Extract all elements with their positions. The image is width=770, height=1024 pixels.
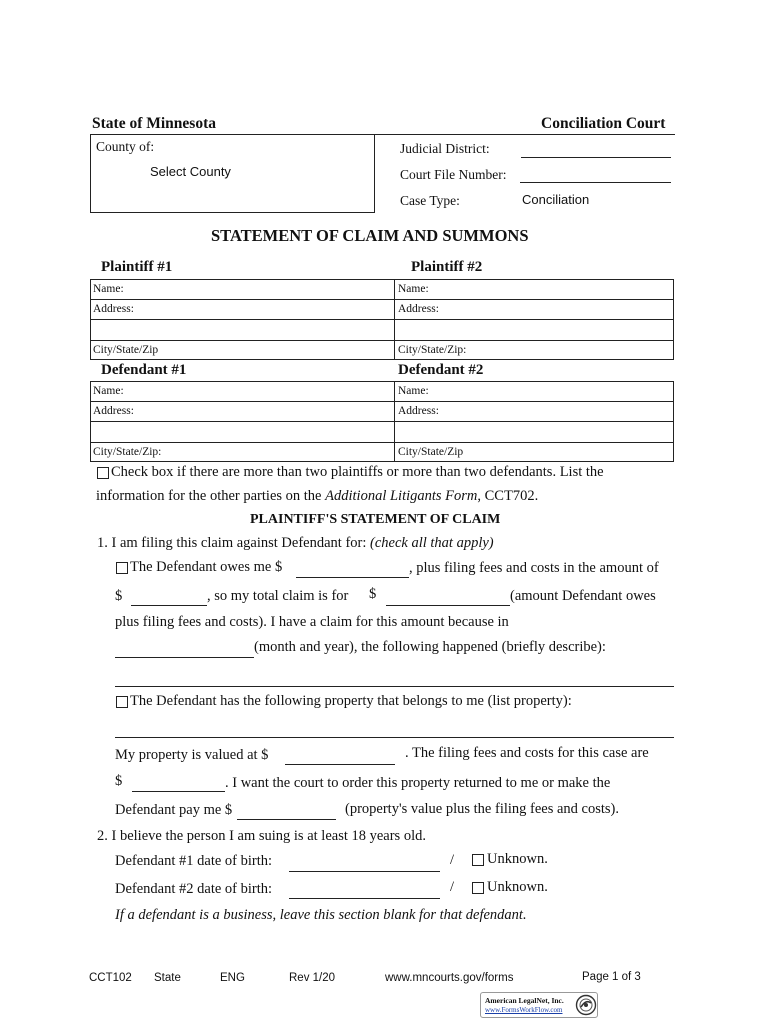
plaintiff1-heading: Plaintiff #1 bbox=[101, 259, 173, 275]
county-label: County of: bbox=[96, 139, 155, 154]
plus-fees-costs-text: plus filing fees and costs). I have a claim for this amount because in bbox=[115, 614, 509, 630]
case-type-label: Case Type: bbox=[400, 193, 460, 208]
divider bbox=[90, 299, 674, 300]
valued-at-text: My property is valued at $ bbox=[115, 747, 269, 763]
filing-fees-case-text: . The filing fees and costs for this case are bbox=[405, 745, 649, 761]
more-parties-checkbox[interactable] bbox=[97, 467, 109, 479]
want-court-text: . I want the court to order this property returned to me or make the bbox=[225, 775, 611, 791]
footer-lang: ENG bbox=[220, 972, 245, 984]
month-year-text: (month and year), the following happened (briefly describe): bbox=[254, 639, 606, 655]
plaintiff1-address[interactable]: Address: bbox=[93, 303, 134, 315]
judicial-district-field[interactable] bbox=[521, 157, 671, 158]
item1 bbox=[97, 535, 494, 552]
property-label: The Defendant has the following property that belongs to me (list property): bbox=[130, 693, 572, 709]
item1-hint: (check all that apply) bbox=[370, 535, 494, 551]
more-parties-line2 bbox=[96, 488, 538, 505]
property-value-text: (property's value plus the filing fees and costs). bbox=[345, 801, 620, 817]
court-file-label: Court File Number: bbox=[400, 167, 507, 182]
owes-label: The Defendant owes me $ bbox=[130, 559, 283, 575]
page-title: STATEMENT OF CLAIM AND SUMMONS bbox=[211, 226, 529, 245]
business-note: If a defendant is a business, leave this section blank for that defendant. bbox=[115, 907, 527, 923]
defendant2-heading: Defendant #2 bbox=[398, 362, 484, 378]
dob2-unknown-label: Unknown. bbox=[487, 879, 548, 895]
footer-page: Page 1 of 3 bbox=[582, 971, 641, 983]
court-file-field[interactable] bbox=[520, 182, 671, 183]
divider bbox=[90, 340, 674, 341]
fees-amount-field[interactable] bbox=[131, 605, 207, 606]
dob1-field[interactable] bbox=[289, 871, 440, 872]
claim-heading: PLAINTIFF'S STATEMENT OF CLAIM bbox=[250, 512, 501, 527]
dollar-sign-1: $ bbox=[115, 588, 123, 604]
dollar-sign-3: $ bbox=[115, 773, 123, 789]
dob2-field[interactable] bbox=[289, 898, 440, 899]
plaintiff2-name[interactable]: Name: bbox=[398, 283, 429, 295]
property-list-field[interactable] bbox=[115, 737, 674, 738]
pay-me-text: Defendant pay me $ bbox=[115, 802, 233, 818]
defendant1-city[interactable]: City/State/Zip: bbox=[93, 446, 162, 458]
plaintiff2-city[interactable]: City/State/Zip: bbox=[398, 344, 467, 356]
plus-fees-text: , plus filing fees and costs in the amount of bbox=[409, 560, 659, 576]
state-heading: State of Minnesota bbox=[92, 115, 216, 132]
dob2-label: Defendant #2 date of birth: bbox=[115, 881, 273, 897]
more-parties-line1: Check box if there are more than two plaintiffs or more than two defendants. List the bbox=[111, 464, 604, 480]
divider bbox=[90, 401, 674, 402]
defendant1-heading: Defendant #1 bbox=[101, 362, 187, 378]
property-value-field[interactable] bbox=[285, 764, 395, 765]
owes-checkbox[interactable] bbox=[116, 562, 128, 574]
publisher-url[interactable]: www.FormsWorkFlow.com bbox=[485, 1006, 563, 1014]
filing-fees-field[interactable] bbox=[132, 791, 225, 792]
dob1-unknown-checkbox[interactable] bbox=[472, 854, 484, 866]
court-heading: Conciliation Court bbox=[541, 115, 666, 132]
amount-owes-text: (amount Defendant owes bbox=[510, 588, 656, 604]
dob1-label: Defendant #1 date of birth: bbox=[115, 853, 273, 869]
property-checkbox[interactable] bbox=[116, 696, 128, 708]
additional-litigants-form: Additional Litigants Form bbox=[325, 488, 478, 504]
defendant1-name[interactable]: Name: bbox=[93, 385, 124, 397]
footer-rev: Rev 1/20 bbox=[289, 972, 336, 984]
owed-amount-field[interactable] bbox=[296, 577, 409, 578]
more-parties-line2-post: , CCT702. bbox=[477, 488, 539, 504]
divider bbox=[90, 421, 674, 422]
item1-text: 1. I am filing this claim against Defendant for: bbox=[97, 535, 371, 551]
case-type-value[interactable]: Conciliation bbox=[522, 192, 590, 207]
footer-state: State bbox=[154, 972, 181, 984]
defendant2-city[interactable]: City/State/Zip bbox=[398, 446, 464, 458]
dob2-unknown-checkbox[interactable] bbox=[472, 882, 484, 894]
item2: 2. I believe the person I am suing is at least 18 years old. bbox=[97, 828, 426, 844]
footer-url[interactable]: www.mncourts.gov/forms bbox=[385, 972, 514, 984]
describe-field[interactable] bbox=[115, 686, 674, 687]
defendant1-address[interactable]: Address: bbox=[93, 405, 134, 417]
plaintiff2-heading: Plaintiff #2 bbox=[411, 259, 483, 275]
plaintiff2-address[interactable]: Address: bbox=[398, 303, 439, 315]
footer-code: CCT102 bbox=[89, 972, 132, 984]
dob1-unknown-label: Unknown. bbox=[487, 851, 548, 867]
dob1-slash: / bbox=[450, 852, 455, 868]
county-select[interactable]: Select County bbox=[150, 164, 231, 179]
plaintiff1-city[interactable]: City/State/Zip bbox=[93, 344, 159, 356]
defendant2-address[interactable]: Address: bbox=[398, 405, 439, 417]
total-claim-field[interactable] bbox=[386, 605, 510, 606]
plaintiff1-name[interactable]: Name: bbox=[93, 283, 124, 295]
divider bbox=[90, 442, 674, 443]
more-parties-line2-pre: information for the other parties on the bbox=[96, 488, 326, 504]
publisher-logo-icon bbox=[575, 994, 597, 1016]
judicial-district-label: Judicial District: bbox=[400, 141, 490, 156]
defendant2-name[interactable]: Name: bbox=[398, 385, 429, 397]
pay-me-field[interactable] bbox=[237, 819, 336, 820]
publisher-badge[interactable] bbox=[480, 992, 598, 1018]
total-claim-text: , so my total claim is for bbox=[207, 588, 349, 604]
dob2-slash: / bbox=[450, 879, 455, 895]
month-year-field[interactable] bbox=[115, 657, 254, 658]
publisher-name: American LegalNet, Inc. bbox=[485, 996, 564, 1005]
divider bbox=[90, 319, 674, 320]
dollar-sign-2: $ bbox=[369, 586, 377, 602]
